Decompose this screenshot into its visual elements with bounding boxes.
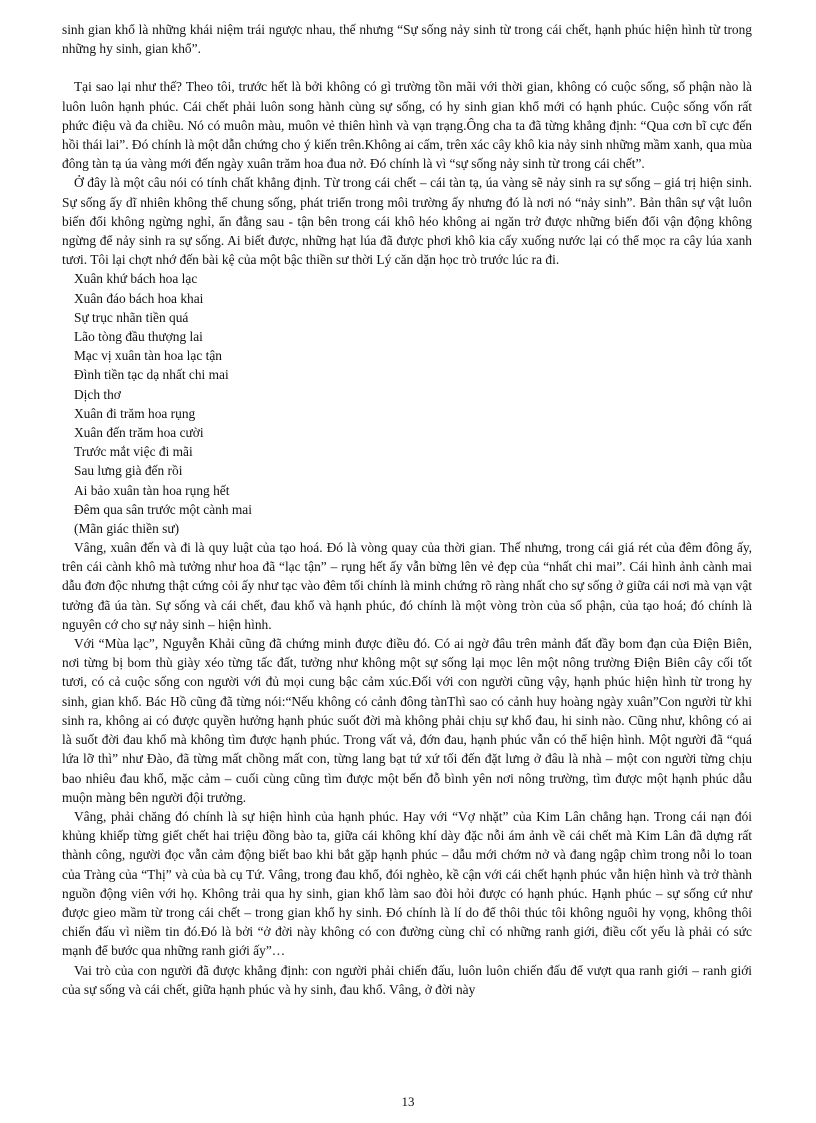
poem-line: Đình tiền tạc dạ nhất chi mai bbox=[74, 367, 229, 383]
poem-line: Xuân đáo bách hoa khai bbox=[74, 290, 204, 306]
paragraphs-before-poem bbox=[62, 77, 752, 269]
body-paragraph: Ở đây là một câu nói có tính chất khẳng định. Từ trong cái chết – cái tàn tạ, úa vàng sẽ nảy sinh ra sự sống – giá trị hiện sinh. Sự sống ấy dĩ nhiên không thể chung sống, phát triển trong môi trường ấy nhưng đó là nơi nó “nảy sinh”. Bản thân sự vật luôn biến đổi không ngừng nghỉ, ẩn đằng sau - tận bên trong cái khô héo không ai ngăn trở được những biến đổi vận động không ngừng để nảy sinh ra sự sống. Ai biết được, những hạt lúa đã được phơi khô kia cấy xuống nước lại có thể mọc ra cây lúa xanh tươi. Tôi lại chợt nhớ đến bài kệ của một bậc thiền sư thời Lý căn dặn học trò trước lúc ra đi. bbox=[62, 175, 752, 268]
intro-paragraph: sinh gian khổ là những khái niệm trái ngược nhau, thế nhưng “Sự sống nảy sinh từ trong cái chết, hạnh phúc hiện hình từ trong những hy sinh, gian khổ”. bbox=[62, 22, 752, 57]
body-paragraph: Vai trò của con người đã được khẳng định: con người phải chiến đấu, luôn luôn chiến đấu để vượt qua ranh giới – ranh giới của sự sống và cái chết, giữa hạnh phúc và hy sinh, đau khổ. Vâng, ở đời này bbox=[62, 962, 752, 997]
text-column bbox=[62, 20, 752, 999]
poem-line: Sự trục nhãn tiền quá bbox=[74, 309, 189, 325]
page-number: 13 bbox=[401, 1094, 415, 1109]
poem-line: Xuân đi trăm hoa rụng bbox=[74, 405, 196, 421]
poem-line: Sau lưng già đến rồi bbox=[74, 463, 183, 479]
paragraphs-after-poem bbox=[62, 538, 752, 999]
poem-line: Xuân khứ bách hoa lạc bbox=[74, 271, 198, 287]
paragraph-gap bbox=[62, 58, 752, 77]
poem-line: Trước mắt việc đi mãi bbox=[74, 444, 193, 460]
poem-line: Mạc vị xuân tàn hoa lạc tận bbox=[74, 348, 222, 364]
poem-line: Xuân đến trăm hoa cười bbox=[74, 424, 204, 440]
poem bbox=[62, 269, 752, 538]
body-paragraph: Với “Mùa lạc”, Nguyễn Khải cũng đã chứng minh được điều đó. Có ai ngờ đâu trên mảnh đất đầy bom đạn của Điện Biên, nơi từng bị bom thù giày xéo từng tấc đất, tưởng như không một sự sống lại mọc lên một nông trường Điện Biên cây cối tốt tươi, có cả cuộc sống con người với đủ mọi cung bậc cảm xúc.Đối với con người cũng vậy, hạnh phúc hiện hình từ trong hy sinh, gian khổ. Bác Hồ cũng đã từng nói:“Nếu không có cảnh đông tànThì sao có cảnh huy hoàng ngày xuân”Con người từ khi sinh ra, không ai có được quyền hưởng hạnh phúc suốt đời mà không phải chịu sự khổ đau, hi sinh nào. Cũng như, không có ai là suốt đời đau khổ mà không tìm được hạnh phúc. Trong vất vả, đớn đau, hạnh phúc vẫn có thể hiện hình. Một người đã “quá lứa lỡ thì” như Đào, đã từng mất chồng mất con, từng lang bạt tứ xứ tối đến đặt lưng ở đâu là nhà – một con người từng chịu bao nhiêu đau khổ, mặc cảm – cuối cùng cũng tìm được một bến đỗ bình yên nơi nông trường, tìm được một hạnh phúc dẫu muộn màng bên người đội trưởng. bbox=[62, 636, 752, 805]
poem-line: Dịch thơ bbox=[74, 386, 121, 402]
body-paragraph: Vâng, phải chăng đó chính là sự hiện hình của hạnh phúc. Hay với “Vợ nhặt” của Kim Lân chẳng hạn. Trong cái nạn đói khủng khiếp từng giết chết hai triệu đồng bào ta, giữa cái không khí dày đặc nỗi ám ảnh về cái chết mà Kim Lân đã dựng rất thành công, người đọc vẫn cảm động biết bao khi bắt gặp hạnh phúc – dẫu mới chớm nở và đang ngập chìm trong nỗi lo toan của Tràng của “Thị” và của bà cụ Tứ. Vâng, trong đau khổ, đói nghèo, kề cận với cái chết hạnh phúc vẫn hiện hình và trở thành nguồn động viên với họ. Không trải qua hy sinh, gian khổ làm sao đòi hỏi được có hạnh phúc. Hạnh phúc – sự sống cứ như được gieo mầm từ trong cái chết – trong gian khổ hy sinh. Đó chính là lí do để thôi thúc tôi không nguôi hy vọng, không thôi chiến đấu vì niềm tin đó.Đó là bởi “ở đời này không có con đường cùng chỉ có những ranh giới, điều cốt yếu là phải có sức mạnh để bước qua những ranh giới ấy”… bbox=[62, 808, 752, 959]
poem-line: Ai bảo xuân tàn hoa rụng hết bbox=[74, 482, 230, 498]
body-paragraph: Tại sao lại như thế? Theo tôi, trước hết là bởi không có gì trường tồn mãi với thời gian, không có cuộc sống, số phận nào là luôn luôn hạnh phúc. Cái chết phải luôn song hành cùng sự sống, có hy sinh gian khổ mới có hạnh phúc. Cuộc sống vốn rất phức điệu và đa chiều. Nó có muôn màu, muôn vẻ thiên hình và vạn trạng.Ông cha ta đã từng khẳng định: “Qua cơn bĩ cực đến hồi thái lai”. Đó chính là một dẫn chứng cho ý kiến trên.Không ai cấm, trên xác cây khô kia nảy sinh những mầm xanh, qua mùa đông tàn tạ úa vàng mới đến ngày xuân trăm hoa đua nở. Đó chính là vì “sự sống nảy sinh từ trong cái chết”. bbox=[62, 79, 752, 172]
poem-line: Đêm qua sân trước một cành mai bbox=[74, 501, 252, 517]
body-paragraph: Vâng, xuân đến và đi là quy luật của tạo hoá. Đó là vòng quay của thời gian. Thế nhưng, trong cái giá rét của đêm đông ấy, trên cái cành khô mà tưởng như hoa đã “lạc tận” – rụng hết ấy vẫn bừng lên vẻ đẹp của “nhất chi mai”. Cái hình ảnh cành mai dẫu đơn độc nhưng thật cứng cỏi ấy như tạc vào đêm tối chính là minh chứng rõ ràng nhất cho sự sống ở giữa cái nơi mà vạn vật tưởng đã úa tàn. Sự sống và cái chết, đau khổ và hạnh phúc, đó chính là một vòng tròn của số phận, của tạo hoá; đó chính là nguyên cớ cho sự nảy sinh – hiện hình. bbox=[62, 540, 752, 632]
poem-line: (Mãn giác thiền sư) bbox=[74, 520, 180, 536]
poem-line: Lão tòng đầu thượng lai bbox=[74, 329, 203, 344]
